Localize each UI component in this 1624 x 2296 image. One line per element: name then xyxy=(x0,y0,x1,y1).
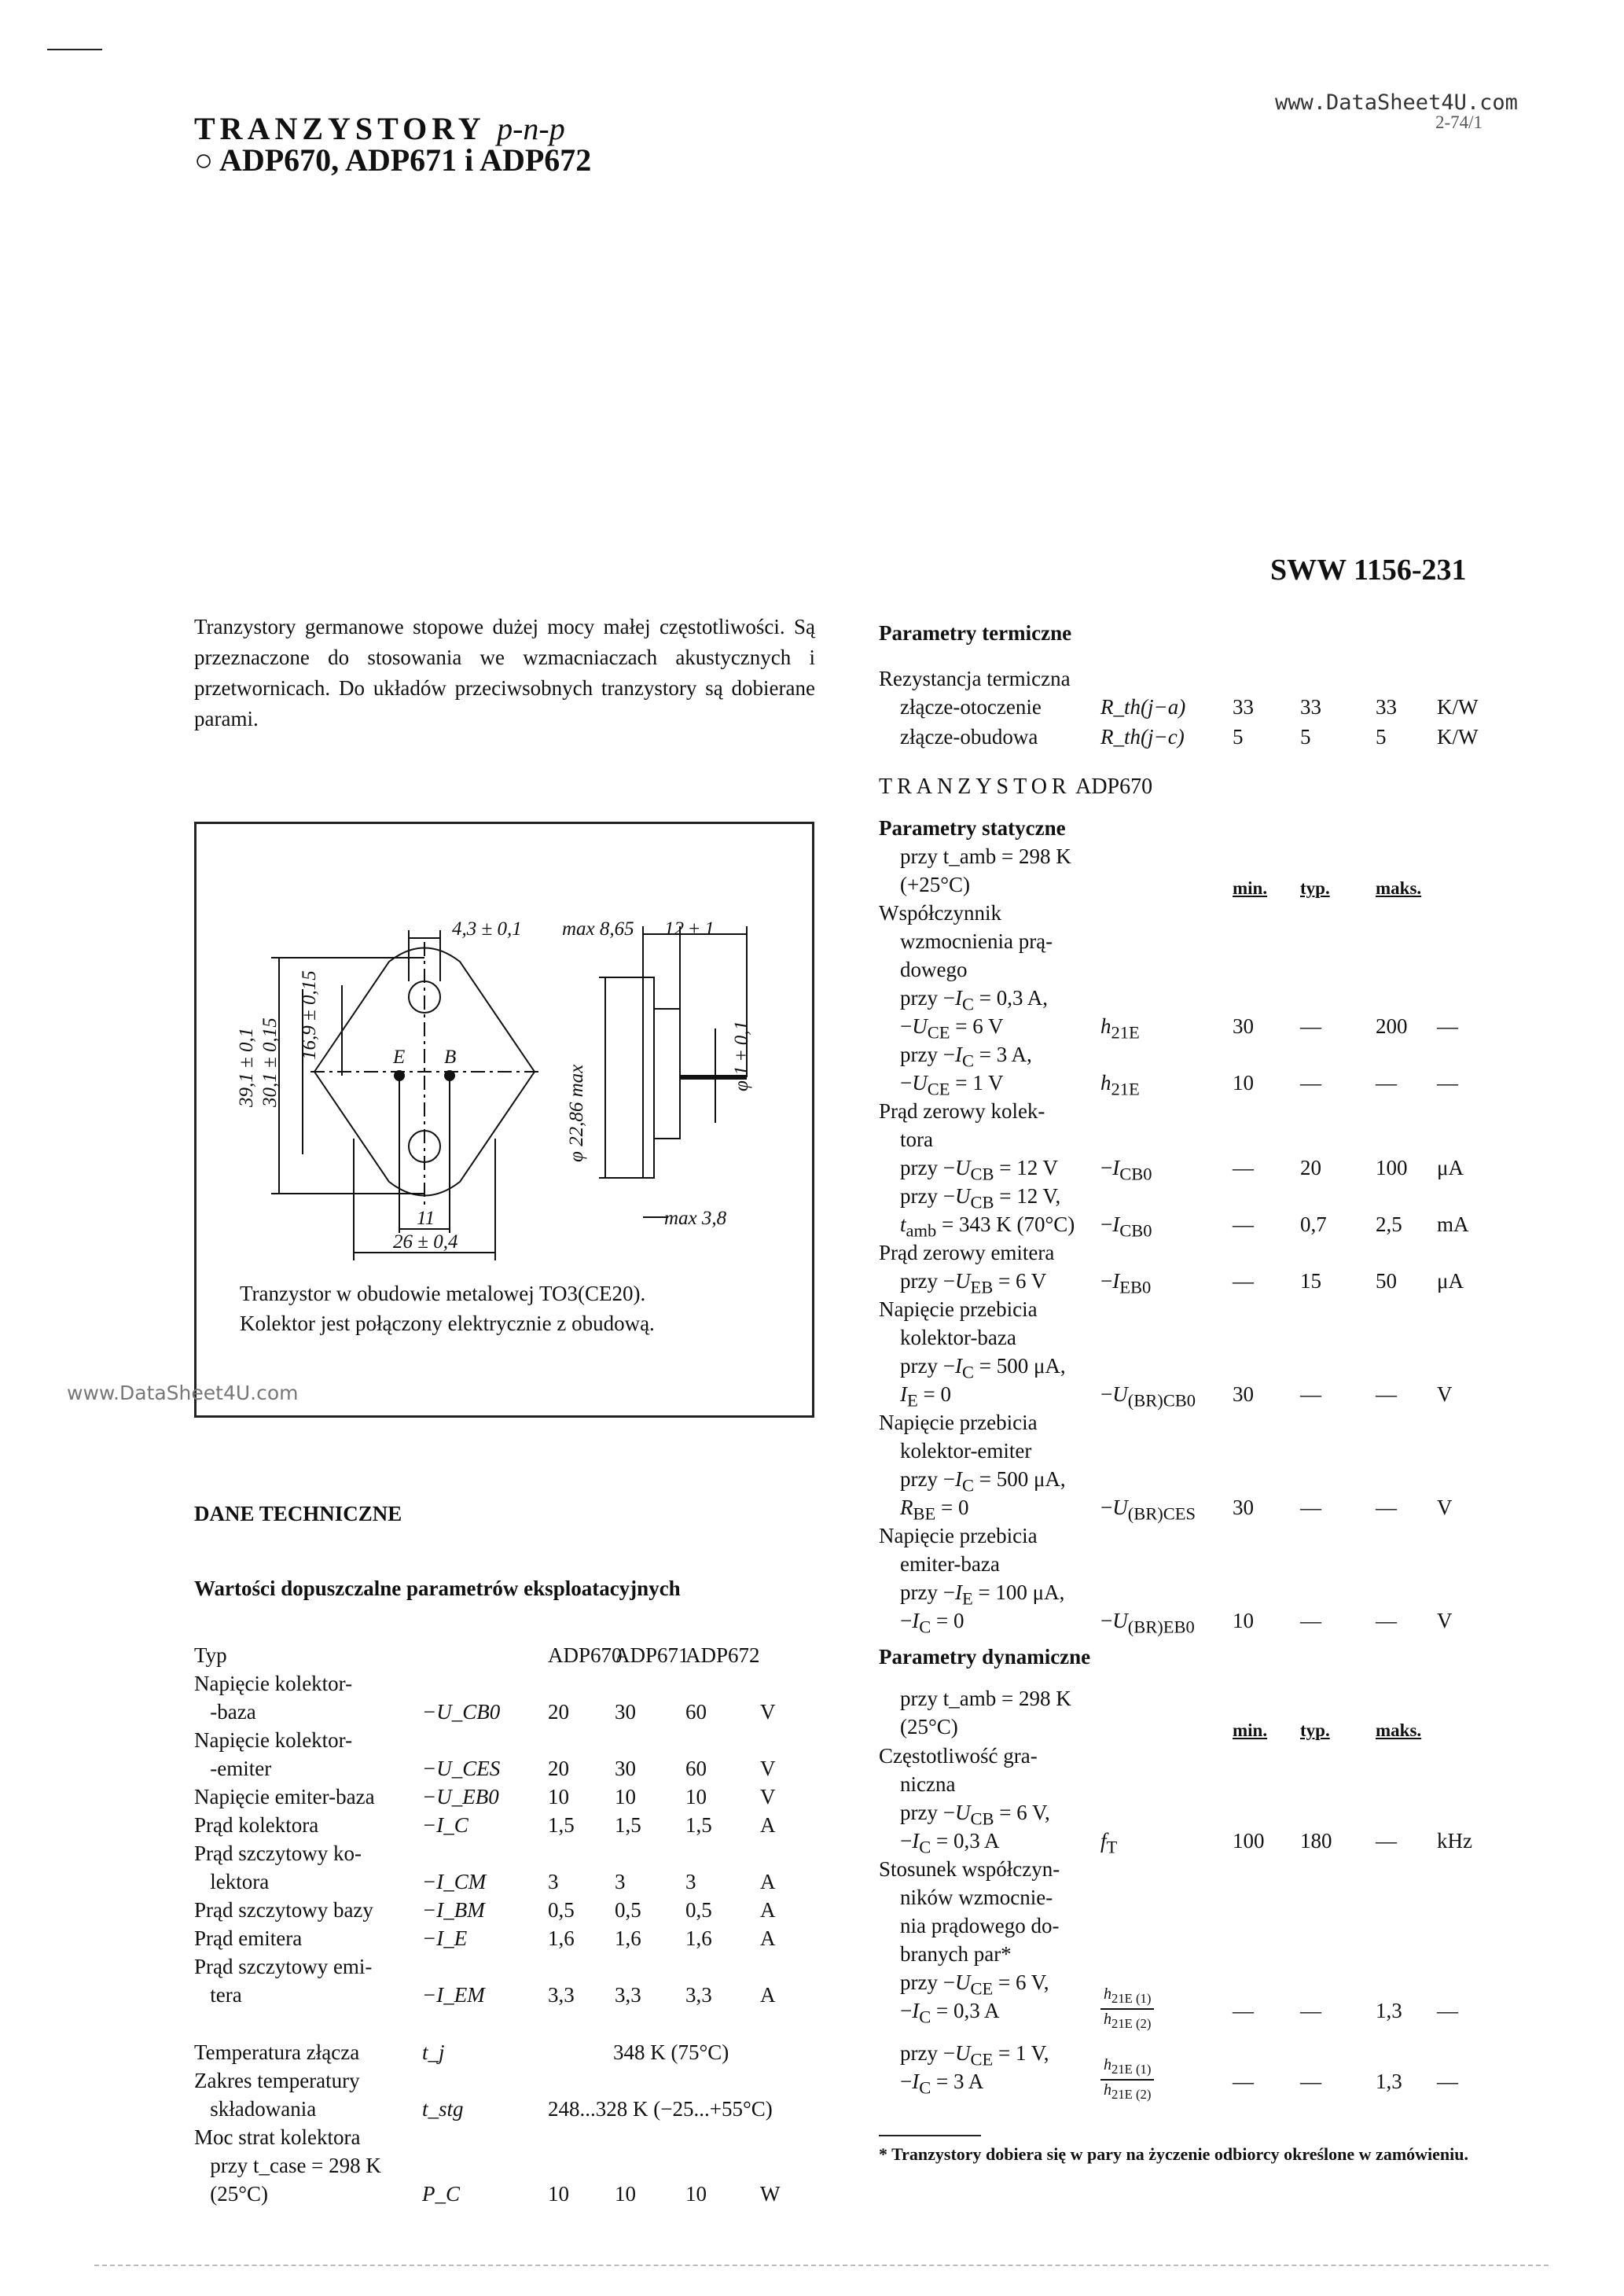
limits-label: Napięcie kolektor- xyxy=(194,1672,353,1695)
dynamic-cond-2: (25°C) xyxy=(900,1715,958,1739)
limits-label: lektora xyxy=(194,1870,270,1893)
storage-label-1: Zakres temperatury xyxy=(194,2069,360,2092)
limits-sym: −I_CM xyxy=(422,1870,487,1893)
limits-label: Napięcie emiter-baza xyxy=(194,1785,375,1808)
caption-line-2: Kolektor jest połączony elektrycznie z obudową. xyxy=(240,1312,655,1335)
limits-v3: 3 xyxy=(685,1870,696,1893)
limits-v2: 10 xyxy=(615,1785,636,1808)
caption-line-1: Tranzystor w obudowie metalowej TO3(CE20). xyxy=(240,1282,646,1305)
static-params: Współczynnik wzmocnienia prą- dowego przy $-I_C = 0,3$ A, $-U_{CE} = 6$ V $h_{21E}$ 30 — 200 — przy $-I_C = 3$ A, $-U_{CE} = 1$ V $h_{21E}$ 10 — — — Prąd zerowy kolek- tora przy $-U_{CB} = 12$ V $-I_{CB0}$ — 20 100 μA przy $-U_{CB} = 12$ V, $t_{amb} = 343$ K (70°C) $-I_{CB0}$ — 0,7 2,5 mA Prąd zerowy emitera przy $-U_{EB} = 6$ V $-I_{EB0}$ — 15 50 μA Napięcie przebicia kolektor-baza przy $-I_C = 500$ μA, $I_E = 0$ $-U_{(BR)CB0}$ 30 — — V Napięcie przebicia kolektor-emiter przy $-I_C = 500$ μA, $R_{BE} = 0$ $-U_{(BR)CES}$ 30 — — V Napięcie przebicia emiter-baza przy $-I_E = 100$ μA, $-I_C = 0$ $-U_{(BR)EB0}$ 10 — — V xyxy=(879,901,1469,1637)
dim-side-width: 12 ± 1 xyxy=(664,918,715,940)
col-typ-dyn: typ. xyxy=(1300,1720,1330,1740)
limits-v3: 1,5 xyxy=(685,1813,712,1837)
limits-v1: 20 xyxy=(548,1757,569,1780)
temp-junction-value: 348 K (75°C) xyxy=(613,2040,729,2064)
power-v2: 10 xyxy=(615,2182,636,2206)
power-v1: 10 xyxy=(548,2182,569,2206)
thermal-sym: R_th(j−a) xyxy=(1100,695,1186,719)
limits-unit: A xyxy=(760,1926,776,1950)
thermal-v3: 33 xyxy=(1376,695,1397,719)
limits-label: Prąd kolektora xyxy=(194,1813,319,1837)
tech-heading: DANE TECHNICZNE xyxy=(194,1502,402,1525)
limits-sym: −U_CES xyxy=(422,1757,501,1780)
footnote: * Tranzystory dobiera się w pary na życzenie odbiorcy określone w zamówieniu. xyxy=(879,2144,1468,2164)
tech-subheading: Wartości dopuszczalne parametrów eksploatacyjnych xyxy=(194,1577,681,1600)
power-sym: P_C xyxy=(422,2182,461,2206)
col-typ: typ. xyxy=(1300,878,1330,898)
thermal-label: złącze-otoczenie xyxy=(900,695,1042,719)
watermark-top: www.DataSheet4U.com xyxy=(1275,90,1518,115)
standard-number: SWW 1156-231 xyxy=(1270,554,1467,587)
power-label-3: (25°C) xyxy=(194,2182,269,2206)
thermal-sym: R_th(j−c) xyxy=(1100,725,1185,749)
temp-junction-label: Temperatura złącza xyxy=(194,2040,360,2064)
corner-rule xyxy=(47,49,102,50)
limits-sym: −I_BM xyxy=(422,1898,485,1922)
limits-v2: 30 xyxy=(615,1700,636,1724)
limits-v1: 10 xyxy=(548,1785,569,1808)
storage-sym: t_stg xyxy=(422,2097,464,2121)
limits-v3: 10 xyxy=(685,1785,707,1808)
power-label-1: Moc strat kolektora xyxy=(194,2125,361,2149)
bottom-rule xyxy=(94,2265,1549,2266)
limits-label: -baza xyxy=(194,1700,256,1724)
limits-label: Napięcie kolektor- xyxy=(194,1728,353,1752)
limits-v1: 1,6 xyxy=(548,1926,575,1950)
thermal-unit: K/W xyxy=(1437,695,1479,719)
dim-pin-spacing: 11 xyxy=(417,1208,435,1229)
power-v3: 10 xyxy=(685,2182,707,2206)
limits-unit: A xyxy=(760,1813,776,1837)
limits-v2: 0,5 xyxy=(615,1898,641,1922)
limits-unit: V xyxy=(760,1785,776,1808)
limits-sym: −I_C xyxy=(422,1813,468,1837)
limits-unit: A xyxy=(760,1870,776,1893)
thermal-label: Rezystancja termiczna xyxy=(879,667,1071,690)
label-base: B xyxy=(444,1047,457,1068)
storage-value: 248...328 K (−25...+55°C) xyxy=(548,2097,773,2121)
limits-v1: 0,5 xyxy=(548,1898,575,1922)
static-heading: Parametry statyczne xyxy=(879,816,1066,840)
limits-unit: V xyxy=(760,1700,776,1724)
adp670-heading: TRANZYSTOR ADP670 xyxy=(879,775,1153,799)
dim-side-max: max 8,65 xyxy=(562,918,634,940)
limits-label: Typ xyxy=(194,1643,227,1667)
static-cond-1: przy t_amb = 298 K xyxy=(900,844,1071,868)
dynamic-heading: Parametry dynamiczne xyxy=(879,1645,1091,1669)
col-min: min. xyxy=(1233,878,1268,898)
temp-junction-sym: t_j xyxy=(422,2040,445,2064)
dim-diameter: φ 22,86 max xyxy=(566,1064,587,1162)
limits-v1: ADP670 xyxy=(548,1643,623,1667)
page-title: TRANZYSTORY p-n-p xyxy=(194,111,565,146)
thermal-v2: 33 xyxy=(1300,695,1321,719)
limits-v3: 1,6 xyxy=(685,1926,712,1950)
limits-label: -emiter xyxy=(194,1757,272,1780)
thermal-unit: K/W xyxy=(1437,725,1479,749)
limits-v1: 3,3 xyxy=(548,1983,575,2007)
col-min-dyn: min. xyxy=(1233,1720,1268,1740)
limits-sym: −I_E xyxy=(422,1926,468,1950)
footnote-rule xyxy=(879,2135,981,2136)
limits-label: Prąd szczytowy ko- xyxy=(194,1842,362,1865)
limits-v2: 1,5 xyxy=(615,1813,641,1837)
limits-sym: −U_CB0 xyxy=(422,1700,501,1724)
dynamic-params: Częstotliwość gra- niczna przy $-U_{CB} = 6$ V, $-I_C = 0,3$ A $f_T$ 100 180 — kHz Stosunek współczyn- ników wzmocnie- nia prądowego do- branych par* przy $-U_{CE} = 6$ V, $-I_C = 0,3$ A $\frac{h_{21E (1)}}{h_{21E (2)}}$ — — 1,3 — przy $-U_{CE} = 1$ V, $-I_C = 3$ A $\frac{h_{21E (1)}}{h_{21E (2)}}$ — — 1,3 — xyxy=(879,1744,1472,2102)
limits-label: Prąd szczytowy bazy xyxy=(194,1898,373,1922)
dim-side-thick: max 3,8 xyxy=(664,1208,727,1229)
intro-paragraph: Tranzystory germanowe stopowe dużej mocy małej częstotliwości. Są przeznaczone do stosowania we wzmacniaczach akustycznych i przetwornicach. Do układów przeciwsobnych tranzystory są dobierane parami. xyxy=(194,615,815,730)
thermal-v1: 5 xyxy=(1233,725,1244,749)
limits-unit: A xyxy=(760,1898,776,1922)
thermal-v1: 33 xyxy=(1233,695,1254,719)
limits-unit: A xyxy=(760,1983,776,2007)
limits-label: Prąd emitera xyxy=(194,1926,303,1950)
dim-height-total: 39,1 ± 0,1 xyxy=(236,1027,257,1107)
figure-caption xyxy=(240,1279,655,1338)
limits-v3: ADP672 xyxy=(685,1643,760,1667)
limits-unit: V xyxy=(760,1757,776,1780)
col-max: maks. xyxy=(1376,878,1422,898)
watermark-mid: www.DataSheet4U.com xyxy=(67,1382,299,1404)
limits-v1: 3 xyxy=(548,1870,559,1893)
limits-v3: 60 xyxy=(685,1757,707,1780)
page-code: 2-74/1 xyxy=(1435,112,1483,132)
limits-sym: −U_EB0 xyxy=(422,1785,499,1808)
thermal-heading: Parametry termiczne xyxy=(879,621,1072,645)
thermal-label: złącze-obudowa xyxy=(900,725,1038,749)
limits-v2: 3,3 xyxy=(615,1983,641,2007)
limits-v2: ADP671 xyxy=(615,1643,689,1667)
dynamic-cond-1: przy t_amb = 298 K xyxy=(900,1687,1071,1710)
limits-sym: −I_EM xyxy=(422,1983,485,2007)
limits-v2: 1,6 xyxy=(615,1926,641,1950)
thermal-v2: 5 xyxy=(1300,725,1311,749)
dim-pin-diameter: φ 1 ± 0,1 xyxy=(731,1020,752,1091)
model-list: ○ ADP670, ADP671 i ADP672 xyxy=(194,142,592,178)
limits-v3: 60 xyxy=(685,1700,707,1724)
limits-v1: 20 xyxy=(548,1700,569,1724)
limits-label: tera xyxy=(194,1983,242,2007)
figure-box xyxy=(194,822,814,1418)
thermal-v3: 5 xyxy=(1376,725,1387,749)
power-unit: W xyxy=(760,2182,781,2206)
limits-label: Prąd szczytowy emi- xyxy=(194,1955,373,1978)
power-label-2: przy t_case = 298 K xyxy=(194,2154,381,2177)
dim-base-width: 26 ± 0,4 xyxy=(393,1231,458,1253)
limits-table xyxy=(194,1643,823,2011)
limits-v3: 3,3 xyxy=(685,1983,712,2007)
dim-height-inner: 30,1 ± 0,15 xyxy=(259,1017,281,1107)
limits-v2: 30 xyxy=(615,1757,636,1780)
limits-v1: 1,5 xyxy=(548,1813,575,1837)
label-emitter: E xyxy=(393,1047,406,1068)
dim-top-width: 4,3 ± 0,1 xyxy=(452,918,522,940)
storage-label-2: składowania xyxy=(194,2097,317,2121)
col-max-dyn: maks. xyxy=(1376,1720,1422,1740)
static-cond-2: (+25°C) xyxy=(900,873,971,896)
limits-v2: 3 xyxy=(615,1870,626,1893)
dim-height-half: 16,9 ± 0,15 xyxy=(299,970,320,1060)
limits-v3: 0,5 xyxy=(685,1898,712,1922)
